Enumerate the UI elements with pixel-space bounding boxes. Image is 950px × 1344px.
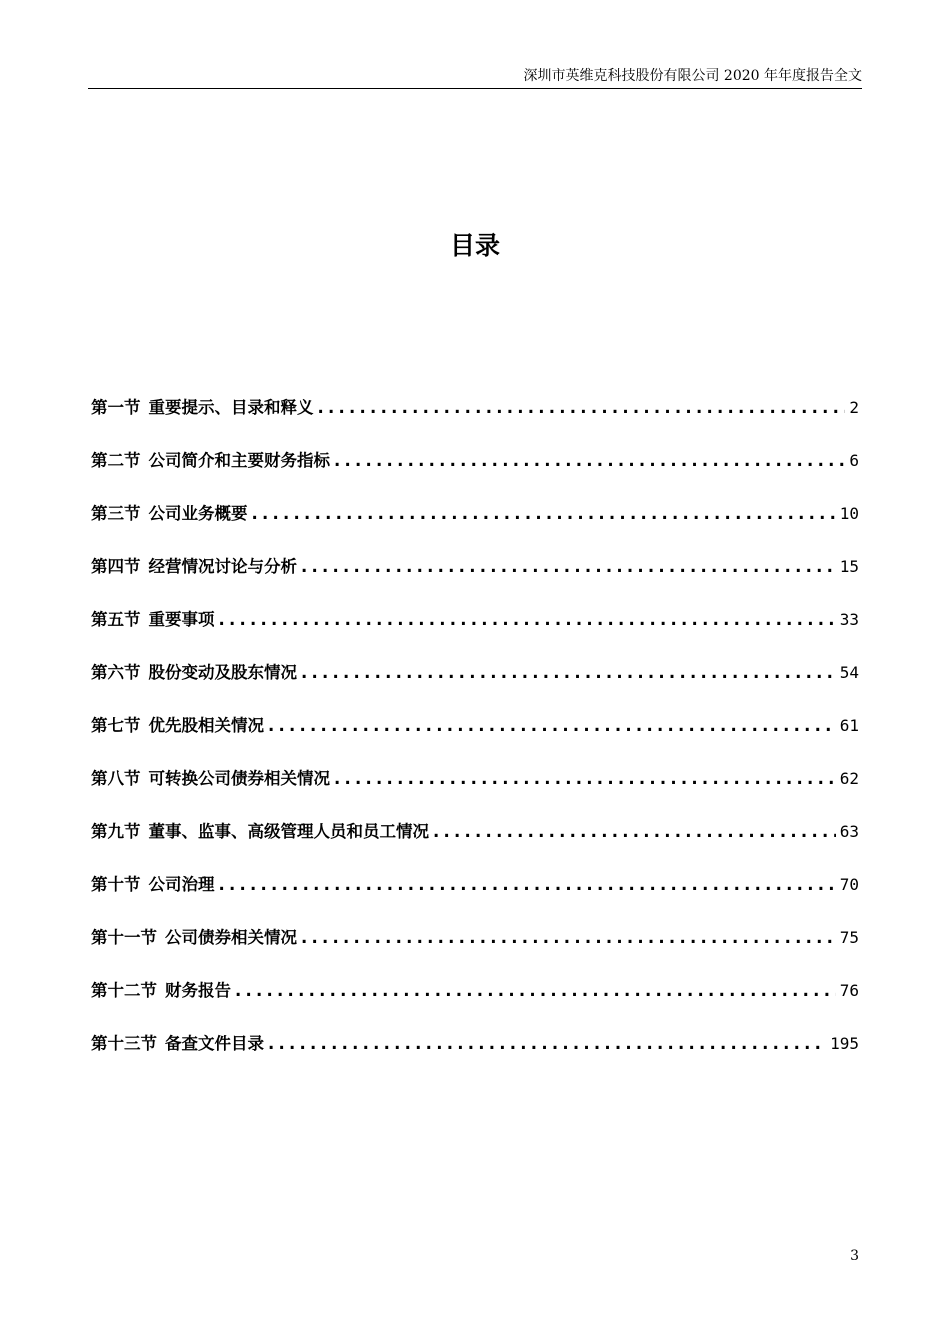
toc-section-number: 第十一节	[91, 928, 157, 947]
toc-section-number: 第一节	[91, 398, 141, 417]
dot-leader	[235, 981, 836, 1000]
toc-section-number: 第六节	[91, 663, 141, 682]
toc-section-title: 备查文件目录	[165, 1034, 264, 1053]
toc-page-number: 70	[839, 875, 859, 894]
dot-leader	[252, 504, 836, 523]
toc-section-number: 第八节	[91, 769, 141, 788]
toc-page-number: 195	[830, 1034, 859, 1053]
toc-entry[interactable]	[91, 447, 859, 500]
toc-section-number: 第七节	[91, 716, 141, 735]
toc-entry[interactable]	[91, 871, 859, 924]
toc-section-number: 第十节	[91, 875, 141, 894]
dot-leader	[268, 1034, 826, 1053]
toc-entry[interactable]	[91, 977, 859, 1030]
dot-leader	[334, 451, 845, 470]
toc-section-title: 财务报告	[165, 981, 231, 1000]
toc-section-title: 公司治理	[148, 875, 215, 894]
toc-page-number: 75	[839, 928, 859, 947]
toc-page-number: 54	[839, 663, 859, 682]
toc-section-title: 可转换公司债券相关情况	[148, 769, 330, 788]
toc-page-number: 76	[839, 981, 859, 1000]
page-number: 3	[850, 1248, 859, 1264]
toc-section-title: 公司业务概要	[148, 504, 248, 523]
header-divider	[88, 88, 862, 89]
dot-leader	[219, 610, 836, 629]
dot-leader	[433, 822, 836, 841]
table-of-contents	[91, 394, 859, 1083]
toc-entry[interactable]	[91, 606, 859, 659]
dot-leader	[219, 875, 836, 894]
toc-section-number: 第九节	[91, 822, 141, 841]
toc-entry[interactable]	[91, 1030, 859, 1083]
page-header: 深圳市英维克科技股份有限公司 2020 年年度报告全文	[523, 68, 862, 84]
toc-entry[interactable]	[91, 818, 859, 871]
toc-entry[interactable]	[91, 712, 859, 765]
toc-section-number: 第十二节	[91, 981, 157, 1000]
toc-entry[interactable]	[91, 500, 859, 553]
toc-section-title: 股份变动及股东情况	[148, 663, 297, 682]
toc-page-number: 10	[839, 504, 859, 523]
toc-section-title: 公司简介和主要财务指标	[148, 451, 330, 470]
toc-entry[interactable]	[91, 765, 859, 818]
toc-entry[interactable]	[91, 553, 859, 606]
dot-leader	[301, 928, 836, 947]
toc-section-title: 董事、监事、高级管理人员和员工情况	[148, 822, 429, 841]
toc-entry[interactable]	[91, 659, 859, 712]
toc-page-number: 6	[849, 451, 859, 470]
toc-page-number: 33	[839, 610, 859, 629]
toc-section-title: 重要事项	[148, 610, 215, 629]
toc-entry[interactable]	[91, 394, 859, 447]
toc-section-title: 公司债券相关情况	[165, 928, 297, 947]
dot-leader	[301, 557, 836, 576]
toc-section-title: 重要提示、目录和释义	[148, 398, 314, 417]
page-title: 目录	[449, 231, 500, 260]
toc-page-number: 15	[839, 557, 859, 576]
toc-section-number: 第二节	[91, 451, 141, 470]
toc-page-number: 61	[839, 716, 859, 735]
toc-section-number: 第四节	[91, 557, 141, 576]
dot-leader	[268, 716, 836, 735]
toc-entry[interactable]	[91, 924, 859, 977]
toc-section-number: 第十三节	[91, 1034, 157, 1053]
toc-page-number: 2	[849, 398, 859, 417]
toc-section-number: 第五节	[91, 610, 141, 629]
toc-section-title: 经营情况讨论与分析	[148, 557, 297, 576]
dot-leader	[318, 398, 846, 417]
dot-leader	[334, 769, 836, 788]
dot-leader	[301, 663, 836, 682]
toc-page-number: 63	[839, 822, 859, 841]
toc-page-number: 62	[839, 769, 859, 788]
toc-section-number: 第三节	[91, 504, 141, 523]
toc-section-title: 优先股相关情况	[148, 716, 264, 735]
